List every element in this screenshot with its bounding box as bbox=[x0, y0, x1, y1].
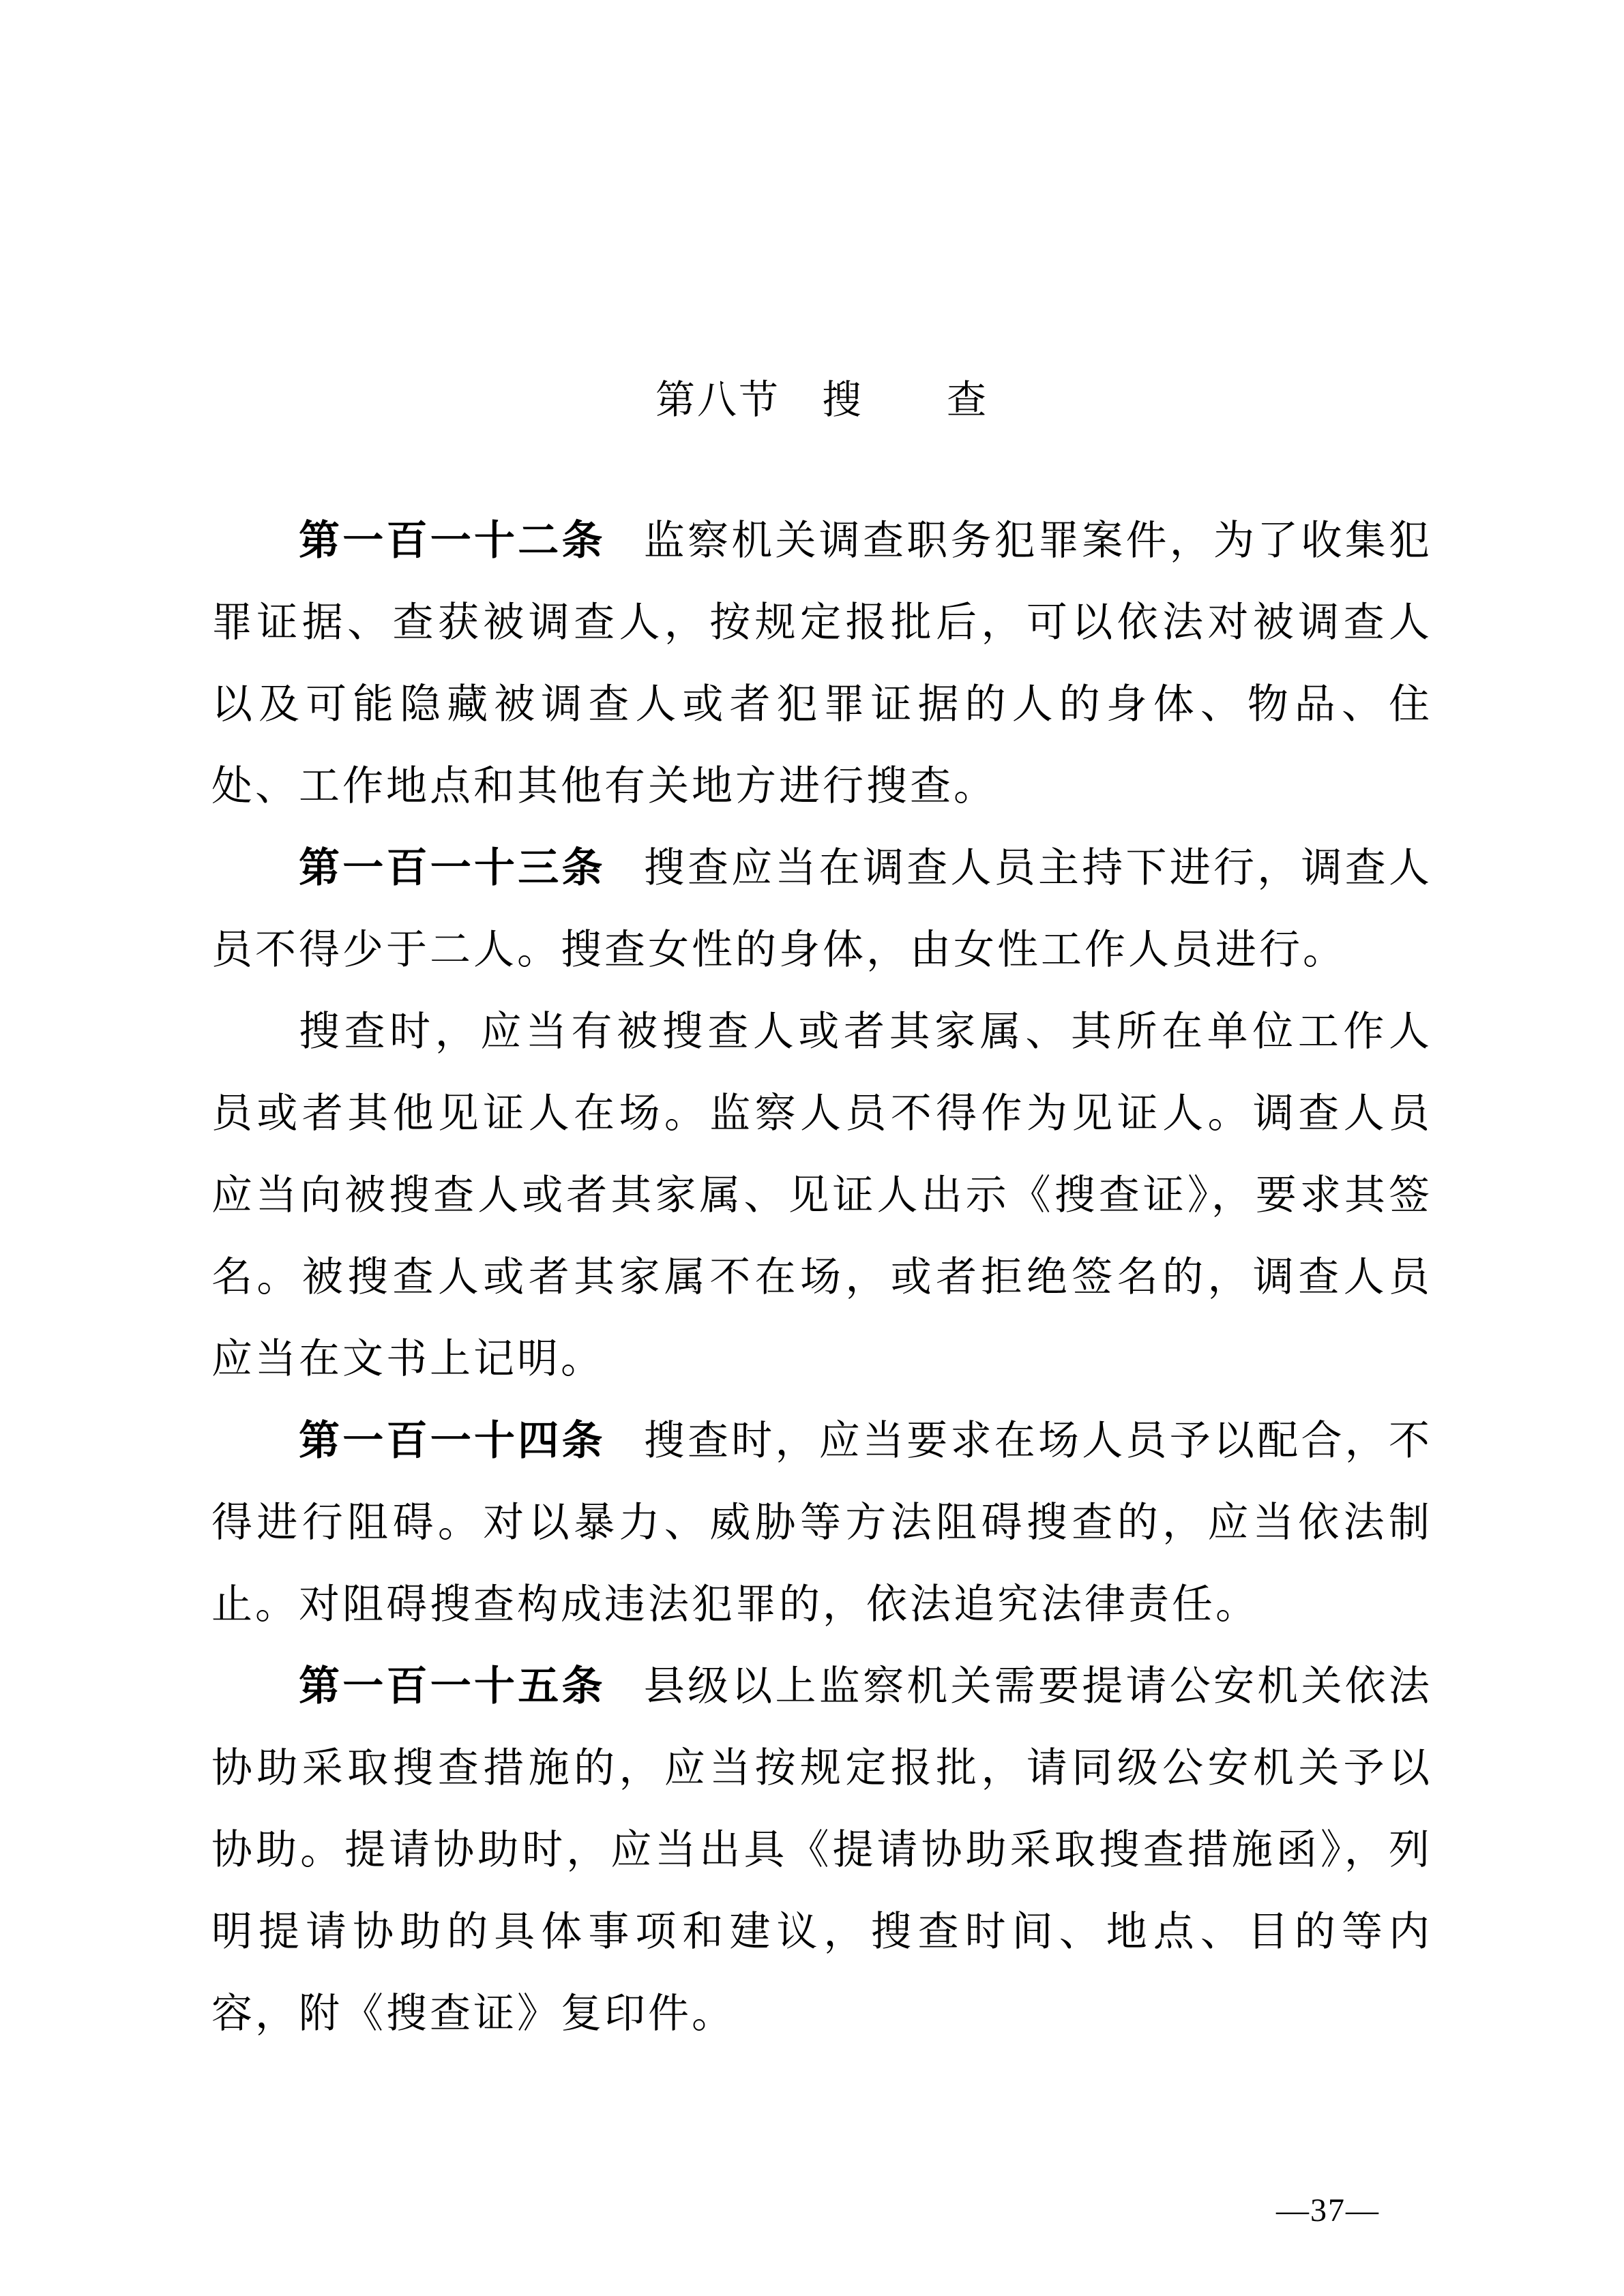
article-number: 第一百一十四条 bbox=[299, 1418, 606, 1463]
document-body bbox=[211, 500, 1432, 2055]
paragraph bbox=[211, 1400, 1432, 1645]
article-number: 第一百一十二条 bbox=[299, 518, 606, 563]
paragraph-text: 搜查应当在调查人员主持下进行，调查人员不得少于二人。搜查女性的身体，由女性工作人员进行。 bbox=[211, 846, 1432, 972]
paragraph-text: 县级以上监察机关需要提请公安机关依法协助采取搜查措施的，应当按规定报批，请同级公安机关予以协助。提请协助时，应当出具《提请协助采取搜查措施函》，列明提请协助的具体事项和建议，搜查时间、地点、目的等内容，附《搜查证》复印件。 bbox=[211, 1664, 1432, 2036]
paragraph-text: 搜查时，应当要求在场人员予以配合，不得进行阻碍。对以暴力、威胁等方法阻碍搜查的，应当依法制止。对阻碍搜查构成违法犯罪的，依法追究法律责任。 bbox=[211, 1418, 1432, 1627]
paragraph bbox=[211, 991, 1432, 1400]
section-title: 第八节 搜 查 bbox=[655, 378, 988, 422]
paragraph bbox=[211, 827, 1432, 991]
paragraph bbox=[211, 500, 1432, 827]
paragraph-text: 监察机关调查职务犯罪案件，为了收集犯罪证据、查获被调查人，按规定报批后，可以依法对被调查人以及可能隐藏被调查人或者犯罪证据的人的身体、物品、住处、工作地点和其他有关地方进行搜查。 bbox=[211, 518, 1432, 809]
page-number: —37— bbox=[1276, 2192, 1380, 2228]
paragraph-text: 搜查时，应当有被搜查人或者其家属、其所在单位工作人员或者其他见证人在场。监察人员不得作为见证人。调查人员应当向被搜查人或者其家属、见证人出示《搜查证》，要求其签名。被搜查人或者其家属不在场，或者拒绝签名的，调查人员应当在文书上记明。 bbox=[211, 1009, 1432, 1382]
paragraph bbox=[211, 1645, 1432, 2055]
article-number: 第一百一十三条 bbox=[299, 845, 606, 891]
article-number: 第一百一十五条 bbox=[299, 1663, 606, 1709]
